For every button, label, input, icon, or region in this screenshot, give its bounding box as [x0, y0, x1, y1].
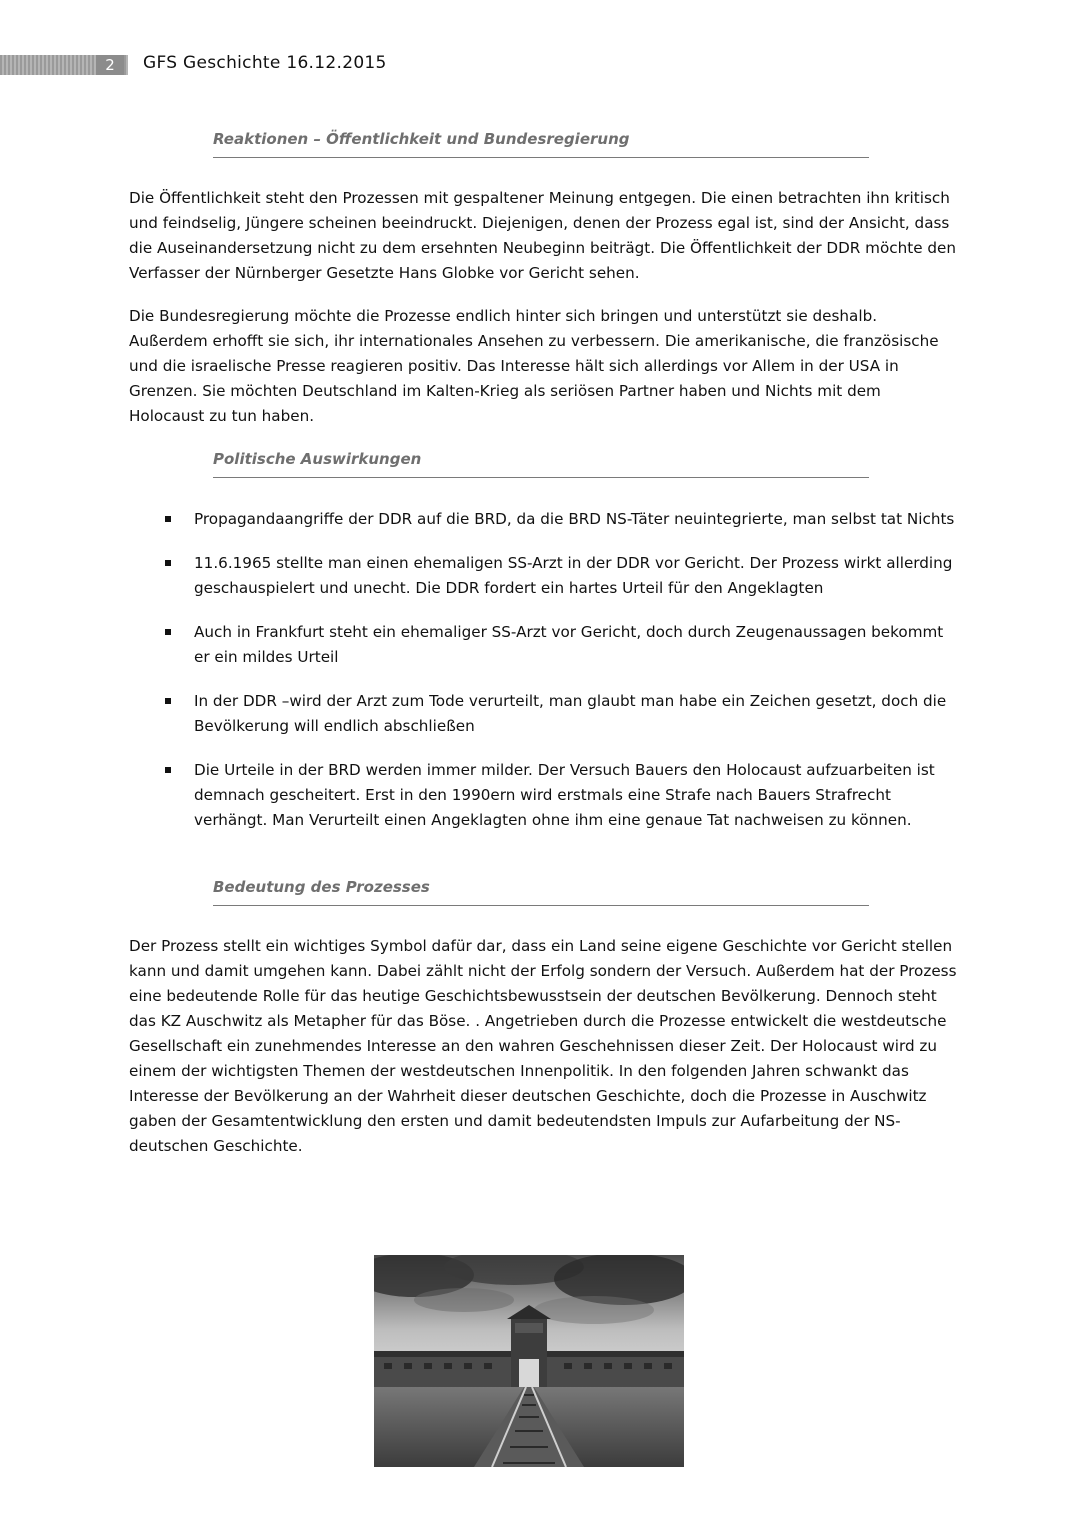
list-item	[129, 551, 959, 601]
list-item-text: Auch in Frankfurt steht ein ehemaliger SS-Arzt vor Gericht, doch durch Zeugenaussagen bekommt er ein mildes Urteil	[194, 623, 944, 666]
square-bullet-icon	[165, 698, 171, 704]
paragraph-public-opinion: Die Öffentlichkeit steht den Prozessen mit gespaltener Meinung entgegen. Die einen betrachten ihn kritisch und feindselig, Jüngere scheinen beeindruckt. Diejenigen, denen der Prozess egal ist, sind der Ansicht, dass die Auseinandersetzung nicht zu dem ersehnten Neubeginn beiträgt. Die Öffentlichkeit der DDR möchte den Verfasser der Nürnberger Gesetzte Hans Globke vor Gericht sehen.	[129, 189, 956, 282]
page-number: 2	[96, 55, 124, 75]
list-item-text: 11.6.1965 stellte man einen ehemaligen SS-Arzt in der DDR vor Gericht. Der Prozess wirkt allerding geschauspielert und unecht. Die DDR fordert ein hartes Urteil für den Angeklagten	[194, 554, 953, 597]
list-item	[129, 507, 959, 532]
square-bullet-icon	[165, 767, 171, 773]
square-bullet-icon	[165, 560, 171, 566]
list-item-text: Propagandaangriffe der DDR auf die BRD, da die BRD NS-Täter neuintegrierte, man selbst tat Nichts	[194, 510, 955, 528]
header-title: GFS Geschichte 16.12.2015	[143, 53, 387, 73]
square-bullet-icon	[165, 516, 171, 522]
list-item	[129, 620, 959, 670]
section-heading-significance: Bedeutung des Prozesses	[213, 878, 869, 906]
auschwitz-gate-photo	[374, 1255, 684, 1467]
paragraph-significance: Der Prozess stellt ein wichtiges Symbol dafür dar, dass ein Land seine eigene Geschichte vor Gericht stellen kann und damit umgehen kann. Dabei zählt nicht der Erfolg sondern der Versuch. Außerdem hat der Prozess eine bedeutende Rolle für das heutige Geschichtsbewusstsein der deutschen Bevölkerung. Dennoch steht das KZ Auschwitz als Metapher für das Böse. . Angetrieben durch die Prozesse entwickelt die westdeutsche Gesellschaft ein zunehmendes Interesse an den wahren Geschehnissen dieser Zeit. Der Holocaust wird zu einem der wichtigsten Themen der westdeutschen Innenpolitik. In den folgenden Jahren schwankt das Interesse der Bevölkerung an der Wahrheit dieser deutschen Geschichte, doch die Prozesse in Auschwitz gaben der Gesamtentwicklung den ersten und damit bedeutendsten Impuls zur Aufarbeitung der NS-deutschen Geschichte.	[129, 937, 957, 1155]
list-item	[129, 689, 959, 739]
section-heading-reactions: Reaktionen – Öffentlichkeit und Bundesregierung	[213, 130, 869, 158]
square-bullet-icon	[165, 629, 171, 635]
section-heading-political: Politische Auswirkungen	[213, 450, 869, 478]
auschwitz-gate-photo-icon	[374, 1255, 684, 1467]
political-effects-list	[129, 507, 959, 852]
list-item-text: In der DDR –wird der Arzt zum Tode verurteilt, man glaubt man habe ein Zeichen gesetzt, doch die Bevölkerung will endlich abschließen	[194, 692, 947, 735]
list-item	[129, 758, 959, 833]
list-item-text: Die Urteile in der BRD werden immer milder. Der Versuch Bauers den Holocaust aufzuarbeiten ist demnach gescheitert. Erst in den 1990ern wird erstmals eine Strafe nach Bauers Strafrecht verhängt. Man Verurteilt einen Angeklagten ohne ihm eine genaue Tat nachweisen zu können.	[194, 761, 935, 829]
paragraph-federal-government: Die Bundesregierung möchte die Prozesse endlich hinter sich bringen und unterstützt sie deshalb. Außerdem erhofft sie sich, ihr internationales Ansehen zu verbessern. Die amerikanische, die französische und die israelische Presse reagieren positiv. Das Interesse hält sich allerdings vor Allem in der USA in Grenzen. Sie möchten Deutschland im Kalten-Krieg als seriösen Partner haben und Nichts mit dem Holocaust zu tun haben.	[129, 307, 939, 425]
